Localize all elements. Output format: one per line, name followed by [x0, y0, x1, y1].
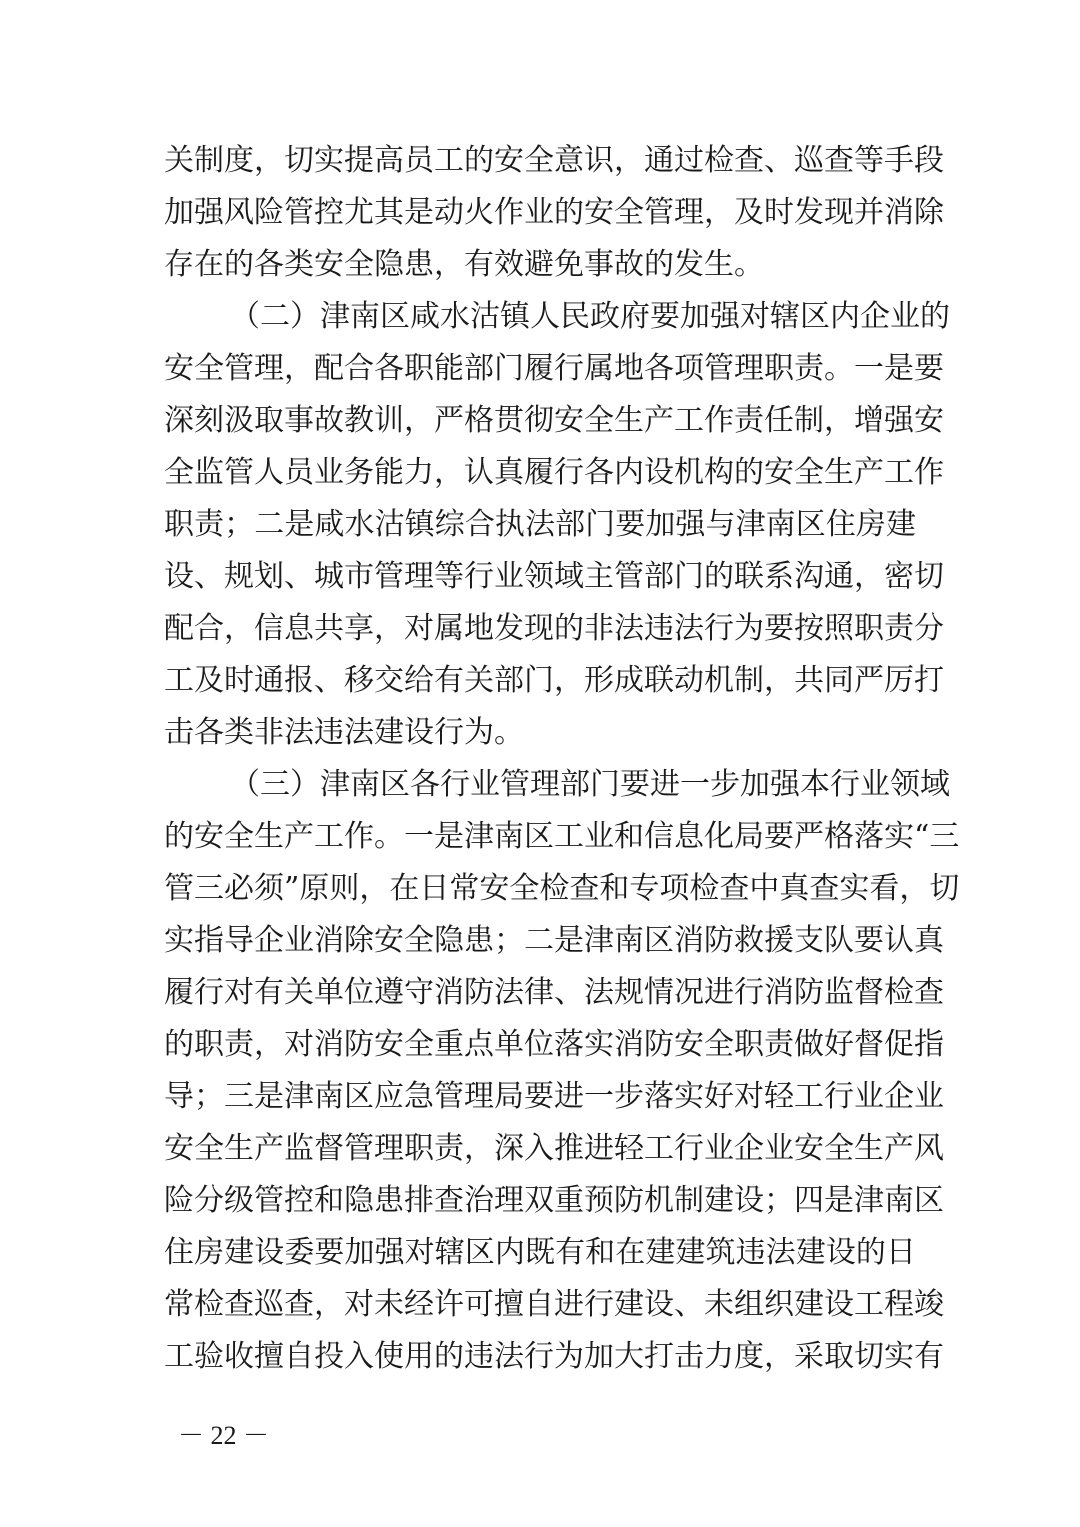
- text-line: 管三必须”原则，在日常安全检查和专项检查中真查实看，切: [164, 871, 960, 906]
- text-line: 险分级管控和隐患排查治理双重预防机制建设；四是津南区: [164, 1183, 944, 1218]
- text-line: 深刻汲取事故教训，严格贯彻安全生产工作责任制，增强安: [164, 403, 944, 438]
- text-line: 安全生产监督管理职责，深入推进轻工行业企业安全生产风: [164, 1131, 944, 1166]
- text-line: 住房建设委要加强对辖区内既有和在建建筑违法建设的日: [164, 1235, 916, 1270]
- text-line: 工验收擅自投入使用的违法行为加大打击力度，采取切实有: [164, 1339, 944, 1374]
- text-line: 的安全生产工作。一是津南区工业和信息化局要严格落实“三: [164, 819, 960, 854]
- text-line: 全监管人员业务能力，认真履行各内设机构的安全生产工作: [164, 455, 944, 490]
- text-line: 加强风险管控尤其是动火作业的安全管理，及时发现并消除: [164, 195, 944, 230]
- text-line: 的职责，对消防安全重点单位落实消防安全职责做好督促指: [164, 1027, 944, 1062]
- text-line: 履行对有关单位遵守消防法律、法规情况进行消防监督检查: [164, 975, 944, 1010]
- section-heading-line: （三）津南区各行业管理部门要进一步加强本行业领域: [230, 767, 950, 802]
- page-number: － 22 －: [178, 1421, 270, 1450]
- text-line: 导；三是津南区应急管理局要进一步落实好对轻工行业企业: [164, 1079, 944, 1114]
- text-line: 设、规划、城市管理等行业领域主管部门的联系沟通，密切: [164, 559, 944, 594]
- text-line: 实指导企业消除安全隐患；二是津南区消防救援支队要认真: [164, 923, 944, 958]
- text-line: 安全管理，配合各职能部门履行属地各项管理职责。一是要: [164, 351, 944, 386]
- text-line: 工及时通报、移交给有关部门，形成联动机制，共同严厉打: [164, 663, 944, 698]
- text-line: 配合，信息共享，对属地发现的非法违法行为要按照职责分: [164, 611, 944, 646]
- text-line: 击各类非法违法建设行为。: [164, 715, 524, 750]
- text-line: 常检查巡查，对未经许可擅自进行建设、未组织建设工程竣: [164, 1287, 944, 1322]
- text-line: 存在的各类安全隐患，有效避免事故的发生。: [164, 247, 764, 282]
- text-line: 关制度，切实提高员工的安全意识，通过检查、巡查等手段: [164, 143, 944, 178]
- text-line: 职责；二是咸水沽镇综合执法部门要加强与津南区住房建: [164, 507, 916, 542]
- section-heading-line: （二）津南区咸水沽镇人民政府要加强对辖区内企业的: [230, 299, 950, 334]
